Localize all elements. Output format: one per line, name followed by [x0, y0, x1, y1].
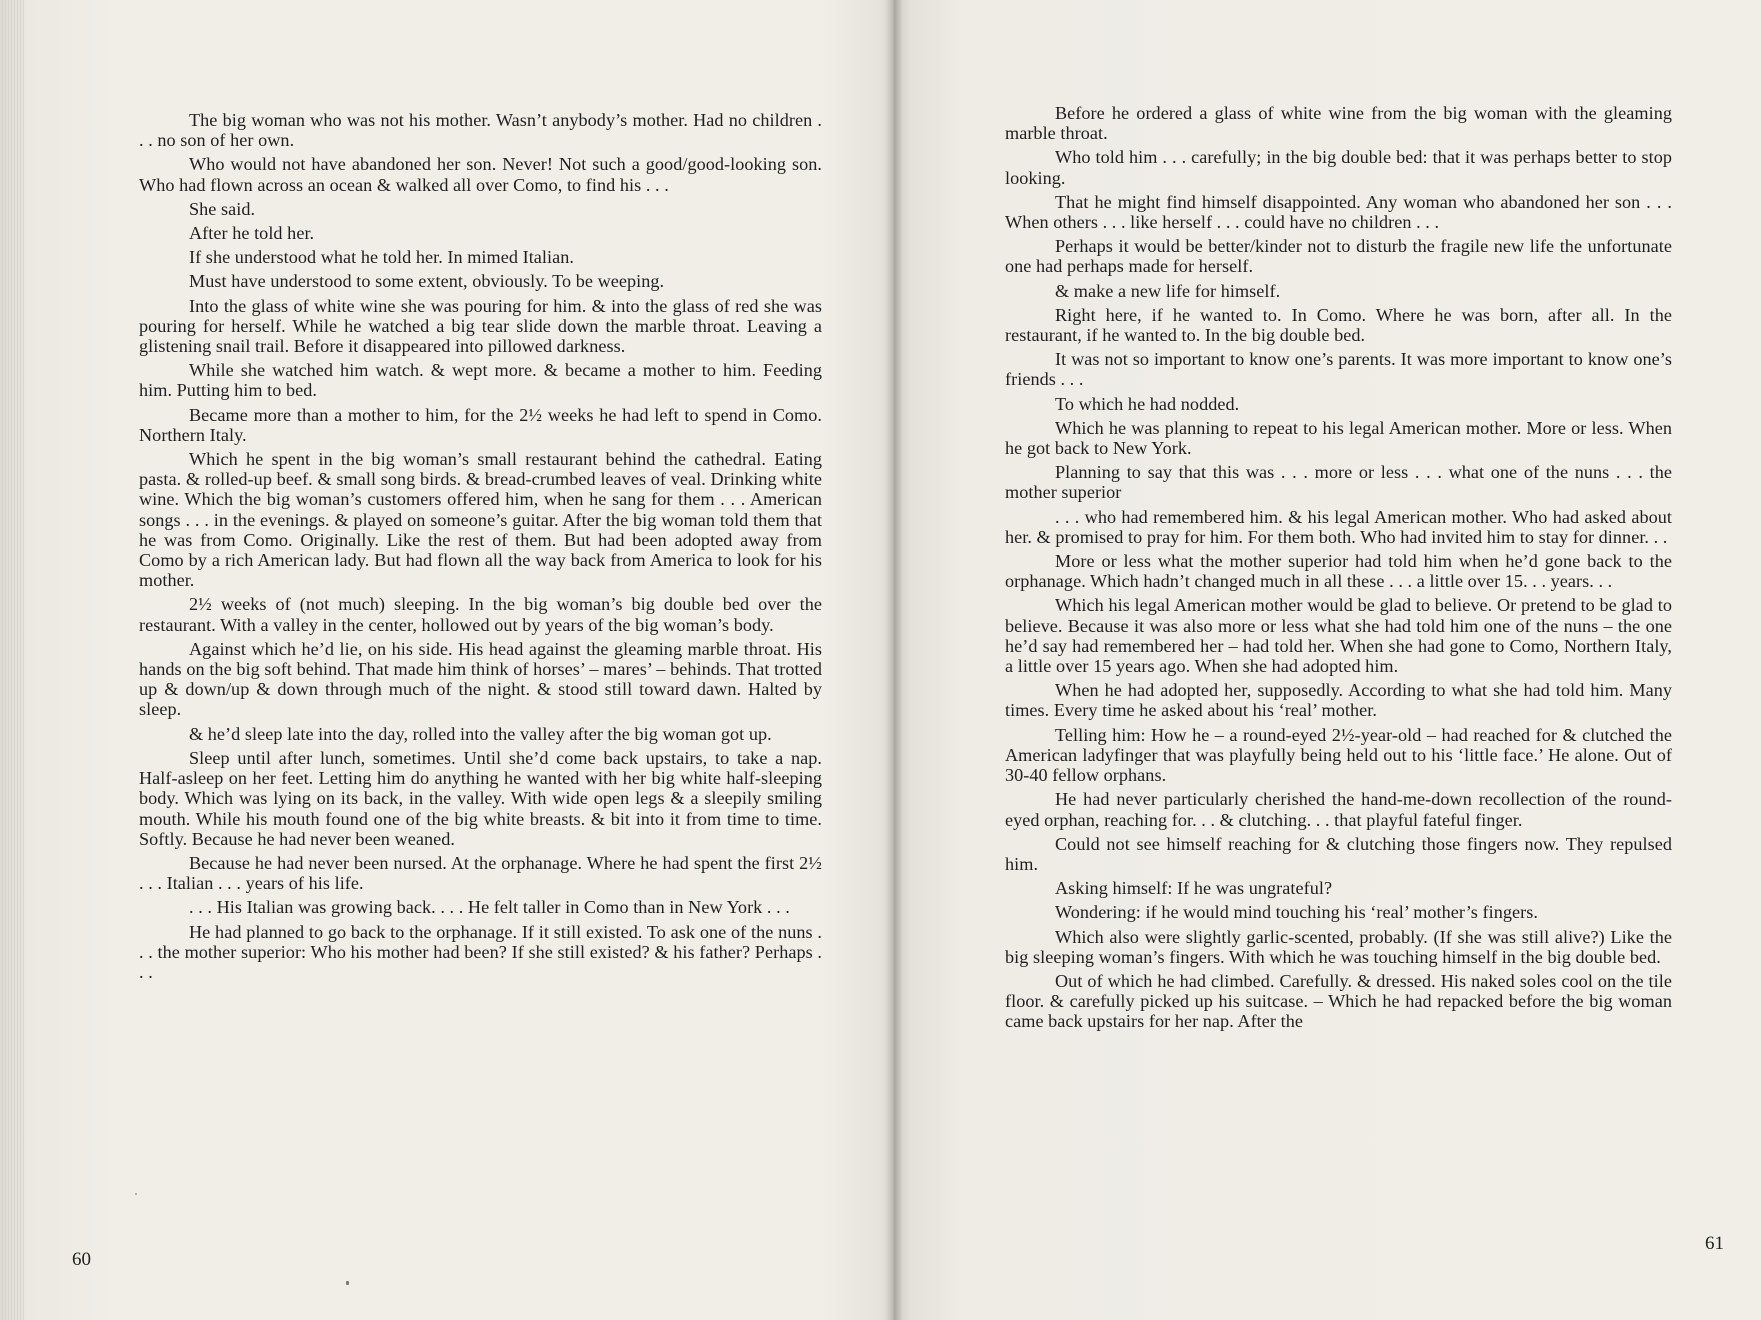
right-page	[893, 0, 1761, 1320]
paragraph: If she understood what he told her. In mimed Italian.	[189, 247, 574, 268]
paragraph: Must have understood to some extent, obviously. To be weeping.	[189, 271, 665, 292]
paragraph: Which his legal American mother would be glad to believe. Or pretend to be glad to believe. Because it was also more or less what she had told him one of the nuns – the one he’d say had remembered her – had told her. When she had gone to Como, Northern Italy, a little over 15 years ago. When she had adopted him.	[1005, 595, 1672, 677]
right-page-text	[1005, 103, 1672, 1036]
paragraph: When he had adopted her, supposedly. According to what she had told him. Many times. Every time he asked about his ‘real’ mother.	[1005, 680, 1672, 721]
left-page-text	[139, 110, 822, 986]
paragraph: Who told him . . . carefully; in the big double bed: that it was perhaps better to stop looking.	[1005, 147, 1672, 188]
paragraph: Into the glass of white wine she was pouring for him. & into the glass of red she was pouring for herself. While he watched a big tear slide down the marble throat. Leaving a glistening snail trail. Before it disappeared into pillowed darkness.	[139, 295, 822, 357]
paragraph: Telling him: How he – a round-eyed 2½-year-old – had reached for & clutched the American ladyfinger that was playfully being held out to his ‘little face.’ He alone. Out of 30-40 fellow orphans.	[1005, 724, 1672, 786]
speck	[346, 1281, 349, 1285]
paragraph: Which he spent in the big woman’s small restaurant behind the cathedral. Eating pasta. & rolled-up beef. & small song birds. & bread-crumbed leaves of veal. Drinking white wine. Which the big woman’s customers offered him, when he sang for them . . . American songs . . . in the evenings. & played on someone’s guitar. After the big woman told them that he was from Como. Originally. Like the rest of them. But had been adopted away from Como by a rich American lady. But had flown all the way back from America to look for his mother.	[139, 449, 822, 591]
paragraph: 2½ weeks of (not much) sleeping. In the big woman’s big double bed over the restaurant. With a valley in the center, hollowed out by years of the big woman’s body.	[139, 594, 822, 635]
paragraph: Could not see himself reaching for & clutching those fingers now. They repulsed him.	[1005, 833, 1672, 874]
page-number: 60	[72, 1249, 91, 1270]
paragraph: After he told her.	[189, 223, 315, 244]
paragraph: & he’d sleep late into the day, rolled into the valley after the big woman got up.	[189, 723, 772, 744]
paragraph: . . . who had remembered him. & his legal American mother. Who had asked about her. & promised to pray for him. For them both. Who had invited him to stay for dinner. . .	[1005, 506, 1672, 547]
paragraph: To which he had nodded.	[1055, 393, 1240, 414]
paragraph: & make a new life for himself.	[1055, 280, 1281, 301]
paragraph: He had never particularly cherished the hand-me-down recollection of the round-eyed orphan, reaching for. . . & clutching. . . that playful fateful finger.	[1005, 789, 1672, 830]
speck	[135, 1193, 137, 1195]
paragraph: She said.	[189, 198, 256, 219]
paragraph: Sleep until after lunch, sometimes. Until she’d come back upstairs, to take a nap. Half-asleep on her feet. Letting him do anything he wanted with her big white half-sleeping body. Which was lying on its back, in the valley. With wide open legs & a sleepily smiling mouth. While his mouth found one of the big white breasts. & bit into it from time to time. Softly. Because he had never been weaned.	[139, 747, 822, 849]
paragraph: Wondering: if he would mind touching his ‘real’ mother’s fingers.	[1055, 902, 1538, 923]
paragraph: Became more than a mother to him, for the 2½ weeks he had left to spend in Como. Northern Italy.	[139, 404, 822, 445]
paragraph: Right here, if he wanted to. In Como. Where he was born, after all. In the restaurant, if he wanted to. In the big double bed.	[1005, 304, 1672, 346]
paragraph: That he might find himself disappointed. Any woman who abandoned her son . . . When others . . . like herself . . . could have no children . . .	[1005, 191, 1672, 233]
paragraph: Asking himself: If he was ungrateful?	[1055, 878, 1333, 899]
paragraph: Planning to say that this was . . . more or less . . . what one of the nuns . . . the mother superior	[1005, 462, 1672, 503]
paragraph: More or less what the mother superior had told him when he’d gone back to the orphanage. Which hadn’t changed much in all these . . . a little over 15. . . years. . .	[1005, 551, 1672, 592]
paragraph: Perhaps it would be better/kinder not to disturb the fragile new life the unfortunate one had perhaps made for herself.	[1005, 236, 1672, 277]
paragraph: Which he was planning to repeat to his legal American mother. More or less. When he got back to New York.	[1005, 417, 1672, 459]
page-number: 61	[1705, 1233, 1724, 1254]
paragraph: . . . His Italian was growing back. . . . He felt taller in Como than in New York . . .	[189, 897, 790, 918]
book-gutter	[885, 0, 903, 1320]
paragraph: It was not so important to know one’s parents. It was more important to know one’s friends . . .	[1005, 349, 1672, 390]
paragraph: Out of which he had climbed. Carefully. & dressed. His naked soles cool on the tile floor. & carefully picked up his suitcase. – Which he had repacked before the big woman came back upstairs for her nap. After the	[1005, 970, 1672, 1032]
paragraph: The big woman who was not his mother. Wasn’t anybody’s mother. Had no children . . . no son of her own.	[139, 110, 822, 151]
paragraph: He had planned to go back to the orphanage. If it still existed. To ask one of the nuns . . . the mother superior: Who his mother had been? If she still existed? & his father? Perhaps . . .	[139, 921, 822, 982]
paragraph: Who would not have abandoned her son. Never! Not such a good/good-looking son. Who had flown across an ocean & walked all over Como, to find his . . .	[139, 154, 822, 195]
paragraph: Because he had never been nursed. At the orphanage. Where he had spent the first 2½ . . . Italian . . . years of his life.	[139, 852, 822, 894]
paragraph: While she watched him watch. & wept more. & became a mother to him. Feeding him. Putting him to bed.	[139, 360, 822, 401]
paragraph: Which also were slightly garlic-scented, probably. (If she was still alive?) Like the big sleeping woman’s fingers. With which he was touching himself in the big double bed.	[1005, 926, 1672, 967]
paragraph: Before he ordered a glass of white wine from the big woman with the gleaming marble throat.	[1005, 103, 1672, 144]
page-edges	[0, 0, 24, 1320]
paragraph: Against which he’d lie, on his side. His head against the gleaming marble throat. His hands on the big soft behind. That made him think of horses’ – mares’ – behinds. That trotted up & down/up & down through much of the night. & stood still toward dawn. Halted by sleep.	[139, 638, 822, 720]
